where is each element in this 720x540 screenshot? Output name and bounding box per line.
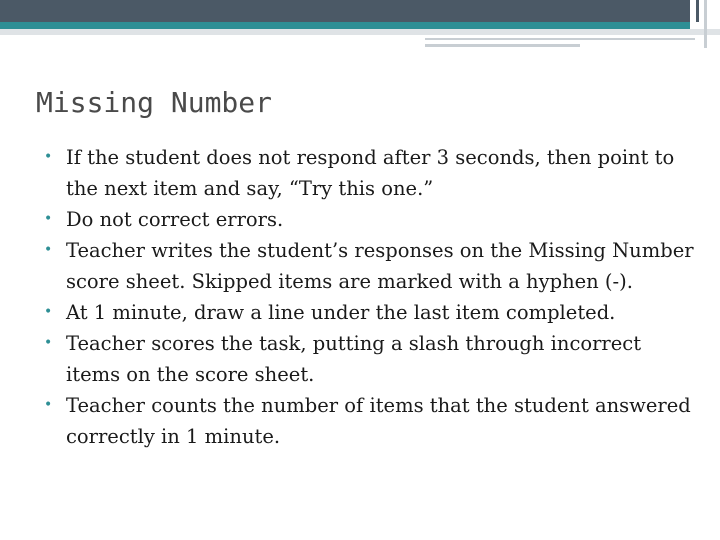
bullet-item <box>44 142 694 204</box>
bullet-item <box>44 390 694 452</box>
bullet-text: Teacher scores the task, putting a slash through incorrect items on the score sheet. <box>66 332 642 386</box>
bullet-item <box>44 204 694 235</box>
slide-title: Missing Number <box>36 86 273 119</box>
bullet-text: At 1 minute, draw a line under the last item completed. <box>66 301 616 324</box>
bullet-item <box>44 235 694 297</box>
corner-divider-line <box>704 0 707 48</box>
header-band-light <box>0 29 720 35</box>
bullet-icon: • <box>44 304 53 320</box>
corner-divider-line <box>696 0 699 22</box>
bullet-text: Teacher writes the student’s responses on the Missing Number score sheet. Skipped items are marked with a hyphen (-). <box>66 239 694 293</box>
bullet-icon: • <box>44 397 53 413</box>
bullet-item <box>44 328 694 390</box>
bullet-icon: • <box>44 149 53 165</box>
bullet-item <box>44 297 694 328</box>
bullet-list <box>44 142 694 452</box>
bullet-icon: • <box>44 211 53 227</box>
header-band-accent <box>0 22 690 29</box>
bullet-icon: • <box>44 335 53 351</box>
header-accent-line <box>425 44 580 47</box>
header-band-dark <box>0 0 690 22</box>
bullet-icon: • <box>44 242 53 258</box>
bullet-text: If the student does not respond after 3 seconds, then point to the next item and say, “Try this one.” <box>66 146 675 200</box>
bullet-text: Teacher counts the number of items that the student answered correctly in 1 minute. <box>66 394 691 448</box>
header-accent-line <box>425 38 695 40</box>
bullet-text: Do not correct errors. <box>66 208 284 231</box>
